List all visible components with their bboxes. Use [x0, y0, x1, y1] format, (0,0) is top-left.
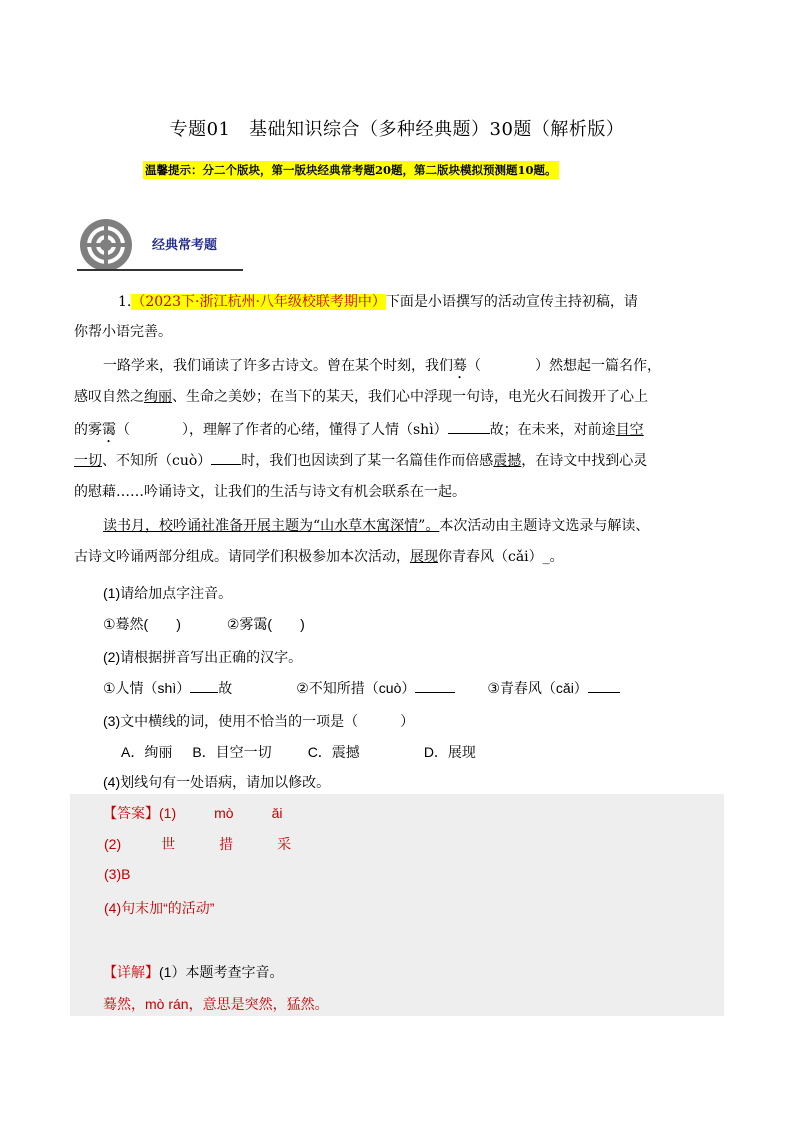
section-divider: [77, 269, 243, 271]
section-label: 经典常考题: [152, 238, 218, 253]
subquestion-2: (2)请根据拼音写出正确的汉字。: [103, 649, 303, 665]
detail-line-1: 【详解】(1）本题考查字音。: [103, 964, 284, 980]
answer-line-2: (2) 世 措 采: [104, 836, 292, 852]
passage-line: 古诗文吟诵两部分组成。请同学们积极参加本次活动，展现你青春风（cǎi）_。: [74, 549, 564, 565]
subquestion-3-options: A．绚丽 B．目空一切 C．震撼 D．展现: [121, 744, 476, 760]
question-stem-cont: 你帮小语完善。: [74, 324, 172, 340]
subquestion-3: (3)文中横线的词，使用不恰当的一项是（ ）: [103, 713, 415, 729]
subquestion-4: (4)划线句有一处语病，请加以修改。: [103, 774, 331, 790]
question-source: （2023下·浙江杭州·八年级校联考期中）: [131, 294, 386, 310]
detail-line-2: 蓦然，mò rán，意思是突然，猛然。: [103, 996, 329, 1012]
answer-line-4: (4)句末加“的活动”: [104, 900, 215, 916]
passage-line: 的慰藉……吟诵诗文，让我们的生活与诗文有机会联系在一起。: [74, 484, 466, 500]
answer-line-1: 【答案】(1) mò ǎi: [103, 805, 283, 821]
answer-line-3: (3)B: [104, 866, 131, 882]
subquestion-1: (1)请给加点字注音。: [103, 585, 233, 601]
subquestion-2-items: ①人情（shì） 故 ②不知所措（cuò） ③青春风（cǎi）: [103, 678, 620, 698]
passage-line: 一切、不知所（cuò） 时，我们也因读到了某一名篇佳作而倍感震撼，在诗文中找到心灵: [74, 450, 647, 471]
passage-line: 一路学来，我们诵读了许多古诗文。曾在某个时刻，我们蓦（ ）然想起一篇名作，: [103, 358, 661, 374]
question-stem: 1.（2023下·浙江杭州·八年级校联考期中）下面是小语撰写的活动宣传主持初稿，请: [118, 294, 638, 310]
tip-banner: 温馨提示：分二个版块，第一版块经典常考题20题，第二版块模拟预测题10题。: [145, 163, 557, 177]
detail-label: 【详解】: [103, 964, 159, 980]
target-icon: [78, 217, 134, 273]
answer-label: 【答案】: [103, 805, 159, 821]
page-title: 专题01 基础知识综合（多种经典题）30题（解析版）: [169, 119, 625, 140]
subquestion-1-items: ①蓦然( ) ②雾霭( ): [103, 616, 305, 632]
sentence-with-error: 读书月，校吟诵社准备开展主题为“山水草木寓深情”。: [103, 518, 440, 534]
passage-line: 的雾霭（ ），理解了作者的心绪，懂得了人情（shì） 故；在未来，对前途目空: [74, 419, 644, 446]
passage-line: 感叹自然之绚丽、生命之美妙；在当下的某天，我们心中浮现一句诗，电光火石间拨开了心上: [74, 389, 648, 405]
passage-line: 读书月，校吟诵社准备开展主题为“山水草木寓深情”。本次活动由主题诗文选录与解读、: [103, 518, 650, 534]
